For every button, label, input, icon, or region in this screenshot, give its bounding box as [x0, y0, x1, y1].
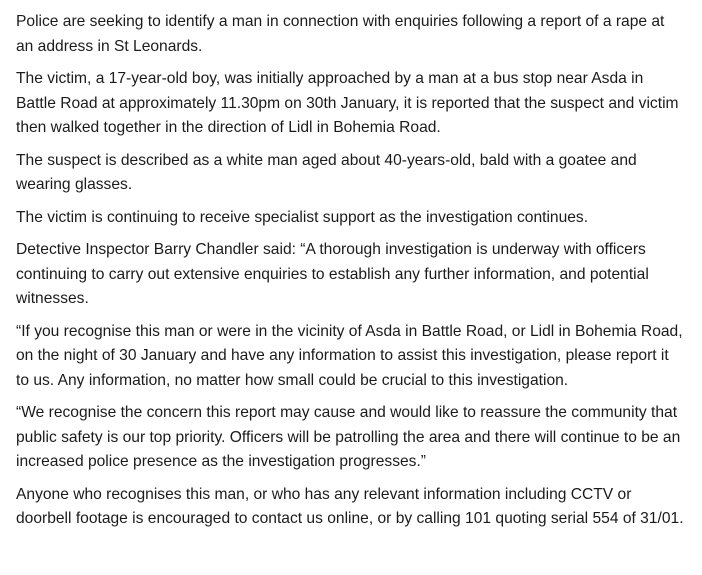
article-paragraph-8: Anyone who recognises this man, or who has any relevant information including CCTV or doorbell footage is encouraged to contact us online, or by calling 101 quoting serial 554 of 31/01.	[16, 485, 684, 527]
article-paragraph-7: “We recognise the concern this report may cause and would like to reassure the community that public safety is our top priority. Officers will be patrolling the area and there will continue to be an increased police presence as the investigation progresses.”	[16, 404, 681, 470]
article-paragraph-5: Detective Inspector Barry Chandler said: “A thorough investigation is underway with officers continuing to carry out extensive enquiries to establish any further information, and potential witnesses.	[16, 241, 649, 307]
article-paragraph-4: The victim is continuing to receive specialist support as the investigation continues.	[16, 208, 589, 226]
article-paragraph-6: “If you recognise this man or were in the vicinity of Asda in Battle Road, or Lidl in Bohemia Road, on the night of 30 January and have any information to assist this investigation, please report it to us. Any information, no matter how small could be crucial to this investigation.	[16, 322, 683, 389]
article-paragraph-3: The suspect is described as a white man aged about 40-years-old, bald with a goatee and wearing glasses.	[16, 151, 637, 193]
article-paragraph-1: Police are seeking to identify a man in connection with enquiries following a report of a rape at an address in St Leonards.	[16, 13, 665, 55]
article-paragraph-2: The victim, a 17-year-old boy, was initially approached by a man at a bus stop near Asda in Battle Road at approximately 11.30pm on 30th January, it is reported that the suspect and victim then walked together in the direction of Lidl in Bohemia Road.	[16, 70, 679, 136]
